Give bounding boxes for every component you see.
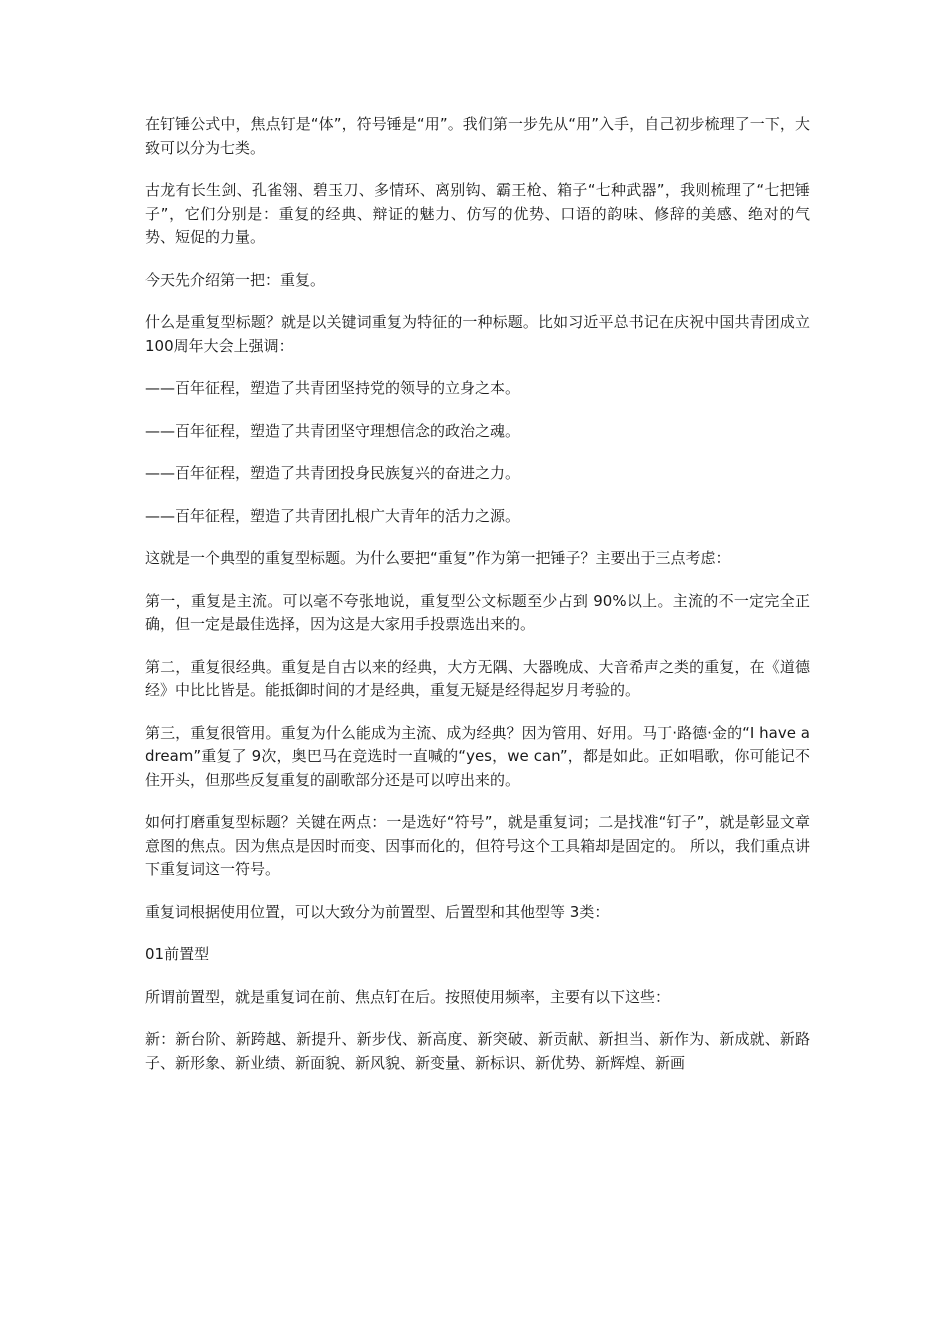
- paragraph-point-1: 第一，重复是主流。可以毫不夸张地说，重复型公文标题至少占到 90%以上。主流的不一定完全正确，但一定是最佳选择，因为这是大家用手投票选出来的。: [145, 591, 810, 633]
- paragraph-how-to: 如何打磨重复型标题？关键在两点：一是选好“符号”，就是重复词；二是找准“钉子”，就是彰显文章意图的焦点。因为焦点是因时而变、因事而化的，但符号这个工具箱却是固定的。 所以，我们重点讲下重复词这一符号。: [145, 813, 810, 878]
- section-heading-01: 01前置型: [145, 945, 210, 963]
- paragraph-seven-hammers: 古龙有长生剑、孔雀翎、碧玉刀、多情环、离别钩、霸王枪、箱子“七种武器”，我则梳理了“七把锤子”，它们分别是：重复的经典、辩证的魅力、仿写的优势、口语的韵味、修辞的美感、绝对的气势、短促的力量。: [145, 181, 810, 246]
- paragraph-intro: 在钉锤公式中，焦点钉是“体”，符号锤是“用”。我们第一步先从“用”入手，自己初步梳理了一下，大致可以分为七类。: [145, 115, 810, 157]
- paragraph-categories: 重复词根据使用位置，可以大致分为前置型、后置型和其他型等 3类：: [145, 902, 610, 921]
- paragraph-prefix-type: 所谓前置型，就是重复词在前、焦点钉在后。按照使用频率，主要有以下这些：: [145, 987, 671, 1006]
- paragraph-typical: 这就是一个典型的重复型标题。为什么要把“重复”作为第一把锤子？主要出于三点考虑：: [145, 549, 731, 567]
- paragraph-new-words: 新：新台阶、新跨越、新提升、新步伐、新高度、新突破、新贡献、新担当、新作为、新成就、新路子、新形象、新业绩、新面貌、新风貌、新变量、新标识、新优势、新辉煌、新画: [145, 1030, 810, 1072]
- document-page: [145, 113, 810, 1094]
- quote-line-3: ——百年征程，塑造了共青团投身民族复兴的奋进之力。: [145, 464, 521, 482]
- paragraph-point-2: 第二，重复很经典。重复是自古以来的经典，大方无隅、大器晚成、大音希声之类的重复，在《道德经》中比比皆是。能抵御时间的才是经典，重复无疑是经得起岁月考验的。: [145, 657, 810, 699]
- quote-line-4: ——百年征程，塑造了共青团扎根广大青年的活力之源。: [145, 506, 521, 525]
- quote-line-2: ——百年征程，塑造了共青团坚守理想信念的政治之魂。: [145, 421, 521, 440]
- paragraph-definition: 什么是重复型标题？就是以关键词重复为特征的一种标题。比如习近平总书记在庆祝中国共青团成立 100周年大会上强调：: [145, 313, 810, 355]
- paragraph-point-3: 第三，重复很管用。重复为什么能成为主流、成为经典？因为管用、好用。马丁·路德·金的“I have a dream”重复了 9次，奥巴马在竞选时一直喊的“yes，we can”，都是如此。正如唱歌，你可能记不住开头，但那些反复重复的副歌部分还是可以哼出来的。: [145, 723, 810, 789]
- paragraph-first-hammer: 今天先介绍第一把：重复。: [145, 270, 326, 289]
- quote-line-1: ——百年征程，塑造了共青团坚持党的领导的立身之本。: [145, 379, 521, 397]
